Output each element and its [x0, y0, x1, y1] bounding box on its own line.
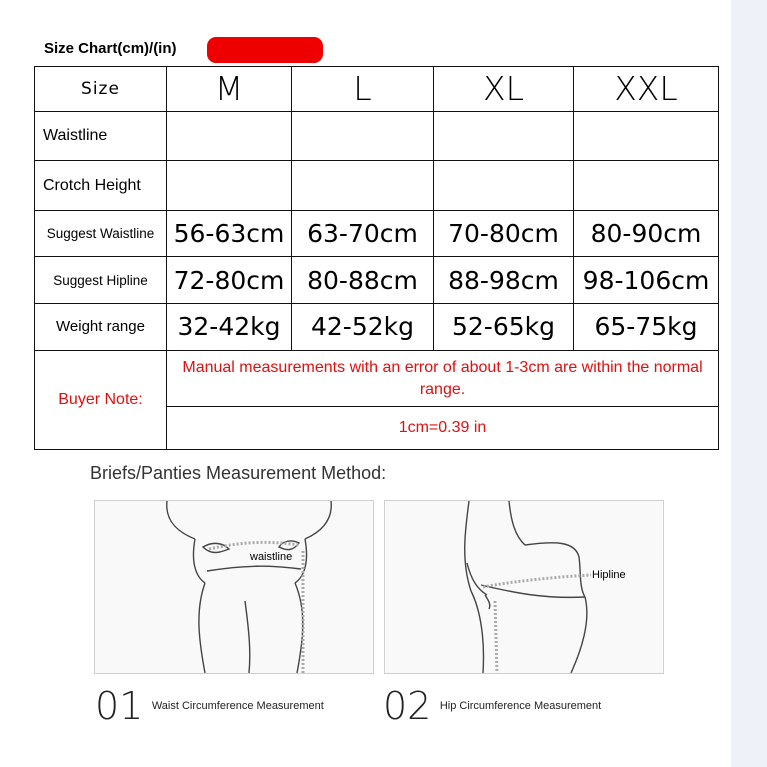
buyer-note-label: Buyer Note: — [35, 350, 167, 449]
table-cell: 80-88cm — [292, 257, 434, 304]
table-cell — [292, 111, 434, 161]
table-row-suggest-hipline — [35, 257, 719, 304]
table-cell — [574, 161, 719, 211]
step-2-text: Hip Circumference Measurement — [439, 700, 602, 712]
size-chart-table — [34, 66, 719, 450]
table-cell: 72-80cm — [167, 257, 292, 304]
table-cell: 88-98cm — [434, 257, 574, 304]
right-sidebar — [731, 0, 767, 767]
table-row-crotch-height — [35, 161, 719, 211]
step-2-caption — [383, 684, 601, 728]
row-label-waistline: Waistline — [35, 111, 167, 161]
table-cell: 52-65kg — [434, 304, 574, 351]
panel-hipline-label: Hipline — [592, 569, 626, 581]
redaction-mark — [207, 37, 323, 63]
table-cell: 80-90cm — [574, 210, 719, 257]
table-cell — [574, 111, 719, 161]
waist-measurement-illustration — [94, 500, 374, 674]
waist-figure-icon — [95, 501, 373, 673]
hip-figure-icon — [385, 501, 663, 673]
unit-conversion: 1cm=0.39 in — [167, 407, 719, 450]
table-cell: 56-63cm — [167, 210, 292, 257]
table-cell — [292, 161, 434, 211]
table-row-waistline — [35, 111, 719, 161]
hip-measurement-illustration — [384, 500, 664, 674]
step-2-number: 02 — [383, 684, 432, 728]
row-label-crotch-height: Crotch Height — [35, 161, 167, 211]
table-cell: 70-80cm — [434, 210, 574, 257]
size-xl: XL — [434, 67, 574, 112]
table-cell — [167, 111, 292, 161]
table-cell: 42-52kg — [292, 304, 434, 351]
size-xxl: XXL — [574, 67, 719, 112]
size-header-row — [35, 67, 719, 112]
panel-waistline-label: waistline — [250, 551, 293, 563]
table-cell: 98-106cm — [574, 257, 719, 304]
table-row-buyer-note — [35, 350, 719, 407]
size-m: M — [167, 67, 292, 112]
step-1-text: Waist Circumference Measurement — [151, 700, 324, 712]
table-cell — [434, 161, 574, 211]
table-row-suggest-waistline — [35, 210, 719, 257]
table-row-weight-range — [35, 304, 719, 351]
measurement-method-title: Briefs/Panties Measurement Method: — [90, 463, 387, 483]
size-header-label: Size — [35, 67, 167, 112]
row-label-suggest-hipline: Suggest Hipline — [35, 257, 167, 304]
chart-title: Size Chart(cm)/(in) — [44, 40, 177, 57]
row-label-suggest-waistline: Suggest Waistline — [35, 210, 167, 257]
table-cell: 32-42kg — [167, 304, 292, 351]
table-cell: 65-75kg — [574, 304, 719, 351]
table-cell: 63-70cm — [292, 210, 434, 257]
buyer-note-text: Manual measurements with an error of about 1-3cm are within the normal range. — [167, 350, 719, 407]
step-1-number: 01 — [95, 684, 144, 728]
size-l: L — [292, 67, 434, 112]
row-label-weight-range: Weight range — [35, 304, 167, 351]
table-cell — [167, 161, 292, 211]
step-1-caption — [95, 684, 324, 728]
table-cell — [434, 111, 574, 161]
